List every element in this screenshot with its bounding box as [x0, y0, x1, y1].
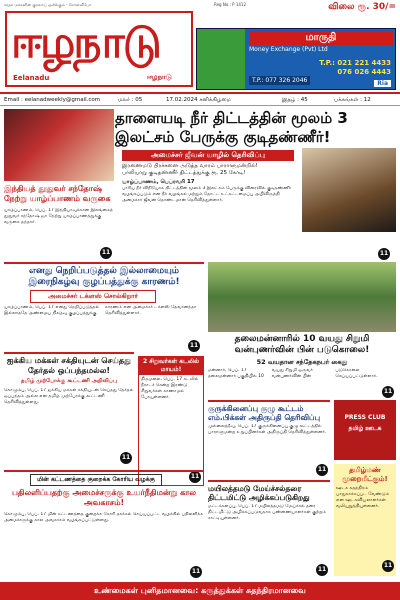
ad-subtitle: Money Exchange (Pvt) Ltd	[249, 46, 328, 53]
story3-headline: தலைமன்னாரில் 10 வயது சிறுமி வன்புணர்வின் பின் படுகொலை!	[234, 334, 370, 355]
ad-phone-2: 076 026 4443	[337, 68, 391, 76]
volume: மலர் : 05	[118, 97, 143, 103]
ad-brand: Ria	[374, 80, 391, 87]
story8-headline: பதிலளிப்பதற்கு அமைச்சருக்கு உயர்நீதிமன்று கால அவகாசம்!	[11, 488, 197, 507]
left-story-photo	[4, 109, 114, 181]
story4-headline: ஐக்கிய மக்கள் சக்தியுடன் செய்தது தேர்தல் ஒப்பந்தமல்ல!	[7, 356, 131, 375]
info-bar	[0, 92, 400, 106]
story2-headline: எனது நெறிப்படுத்தல் இல்லாமையும் இரைநிகழ்வு குழப்பத்துக்கு காரணம்!	[28, 266, 180, 287]
tagline: சமூக மக்களின் குரலாய் ஒலிக்கும் - சோளவீபோ	[4, 2, 92, 7]
story2-body: யாழ்ப்பாணம், பெப். 17 எனது நெறிப்படுத்தல் இல்லாததே அண்மைய நிகழ்வு குழப்பத்துக்கு காரணம் என அமைச்சர் டக்ளஸ் தேவானந்தா தெரிவித்துள்ளார்.	[4, 305, 197, 316]
lead-dateline: யாழ்ப்பாணம், பெப்ரவரி 17	[122, 179, 195, 185]
issue-date: 17.02.2024 சனிக்கிழமை	[166, 97, 231, 103]
story8-body: கொழும்பு, பெப். 17 மின் கட்டணத்தை குறைக்க கோரி தாக்கல் செய்யப்பட்ட வழக்கில் பதிலளிக்க அமைச்சருக்கு கால அவகாசம் வழங்கப்பட்டுள்ளது.	[4, 512, 204, 523]
page-count: பக்கங்கள் : 12	[334, 97, 371, 103]
advertisement	[196, 28, 396, 90]
story7-headline: மயிலத்தமடு மேய்ச்சல்தரை திட்டமிட்டு அழிக்கப்படுகிறது	[208, 484, 310, 502]
story3-subheadline: 52 வயதான சந்தேகநபர் கைது	[256, 358, 348, 366]
ad-phone	[319, 59, 391, 77]
divider	[208, 400, 330, 402]
story7-body: மட்டக்களப்பு, பெப். 17 மயிலத்தமடு மேய்ச்சல் தரை திட்டமிட்டு அழிக்கப்படுவதாக பண்ணையாளர்கள் குற்றம் சாட்டியுள்ளனர்.	[208, 504, 326, 521]
story7-page: 11	[316, 564, 328, 576]
lead-bullet-1: இரணைமடு பிரச்சனை அடுத்த வாரம் பாராளுமன்றில்!	[122, 163, 258, 169]
sidebar-body: ஊடக சுதந்திரம் பாதுகாக்கப்பட வேண்டும் என ஊடகவியலாளர்கள் வலியுறுத்தியுள்ளனர்.	[336, 486, 390, 509]
divider	[4, 262, 204, 264]
sidebar-story	[334, 464, 396, 576]
logo-sub-ta: ஈழநாடு	[147, 73, 172, 81]
story5-label: 2 சிறுவர்கள் கடலில் மாயம்!	[139, 357, 203, 375]
story8-page: 11	[190, 566, 202, 578]
left-story-page: 11	[100, 247, 112, 259]
logo-text: ஈழநாடு	[11, 17, 160, 68]
lead-body: பாரிய நீர் விநியோக திட்டத்தின் மூலம் 3 இலட்சம் பேருக்கு விரைவில் குடிதண்ணீர் வழங்கப்படும் என நீர் வழங்கல் மற்றும் தோட்ட உட்கட்டமைப்பு அபிவிருத்தி அமைச்சர் ஜீவன் தொண்டமான் தெரிவித்துள்ளார்.	[122, 186, 292, 203]
story6-headline: குருக்கினைப்பு குழு கூட்டம் எம்.பிக்கள் அதிருப்தி தெரிவிப்பு	[208, 404, 321, 422]
story6-page: 11	[316, 464, 328, 476]
ad-footer: T.P.: 077 326 2046	[249, 76, 310, 85]
story2-page: 11	[188, 340, 200, 352]
issue-number: இதழ் : 45	[282, 97, 308, 103]
divider	[208, 480, 330, 482]
price: விலை ரூ. 30/=	[328, 2, 396, 12]
story6-body: முல்லைத்தீவு, பெப். 17 குருக்கினைப்பு குழு கூட்டத்தில் பாராளுமன்ற உறுப்பினர்கள் அதிருப்தி தெரிவித்துள்ளனர்.	[208, 424, 327, 435]
divider	[4, 352, 134, 354]
lead-page: 11	[378, 248, 390, 260]
sidebar-ad	[334, 400, 396, 460]
email: Email : eelanadweekly@gmail.com	[4, 97, 101, 103]
story5-body: திருமலை, பெப். 17 கடலில் நீராடச் சென்ற இரண்டு சிறுவர்கள் காணாமல் போயுள்ளனர்.	[141, 377, 199, 400]
story5-page: 11	[189, 471, 201, 483]
story5-box	[138, 356, 204, 486]
story3-page: 11	[382, 386, 394, 398]
lead-photo	[302, 148, 396, 232]
ad-phone-1: T.P.: 021 221 4433	[319, 59, 391, 67]
lead-bullet-2: பாலியாறு குடிதண்ணீர் திட்டத்துக்கு ரூ. 25 கோடி!	[122, 170, 246, 176]
sidebar-ad-title2: தமிழ் ஊடக	[348, 425, 382, 432]
lead-headline: தாளையடி நீர் திட்டத்தின் மூலம் 3 இலட்சம் பேருக்கு குடிதண்ணீர்!	[115, 109, 348, 146]
reg-number: Reg No.: P 1412	[214, 2, 246, 7]
story4-body: கொழும்பு, பெப். 17 ஐக்கிய மக்கள் சக்தியுடன் செய்தது தேர்தல் ஒப்பந்தம் அல்ல என தமிழ் முற்போக்கு கூட்டணி தெரிவித்துள்ளது.	[4, 388, 134, 405]
logo-sub-en: Eelanadu	[13, 74, 50, 82]
sidebar-headline: தமிழ்மண் முறைமீட்கும்!	[342, 466, 388, 483]
ad-title: மாருதி	[249, 31, 393, 45]
lead-subheadline: அமைச்சர் ஜீவன் யாழில் தெரிவிப்பு	[122, 150, 294, 161]
story4-subheadline: தமிழ் முற்போக்கு கூட்டணி அறிவிப்பு	[20, 378, 117, 384]
left-story-body: யாழ்ப்பாணம், பெப். 17 இந்தியாவுக்கான இலங்கைத் தூதுவர் சந்தோஷ் ஜா நேற்று யாழ்ப்பாணத்துக்கு வருகை தந்தார்.	[4, 208, 113, 225]
story3-body: மன்னார், பெப். 17 தலைமன்னார் பகுதியில் 10 வயது சிறுமி ஒருவர் வன்புணர்வின் பின் படுகொலை செய்யப்பட்டுள்ளார்.	[208, 368, 378, 379]
logo	[5, 11, 193, 87]
lead-bullets	[122, 163, 300, 186]
sidebar-ad-title: PRESS CLUB	[344, 414, 386, 421]
divider	[4, 470, 204, 472]
story2-subheadline: அமைச்சர் டக்ளஸ் சொல்கிறார்	[30, 290, 156, 303]
footer-banner: உண்மைகள் புனிதமானவை: கருத்துக்கள் சுதந்திரமானவை	[0, 582, 400, 600]
story8-label: மின் கட்டணத்தை குறைக்க கோரிய வழக்கு	[30, 474, 162, 486]
sidebar-page: 11	[382, 560, 394, 572]
left-story-headline: இந்தியத் தூதுவர் சந்தோஷ் நேற்று யாழ்ப்பாணம் வருகை	[4, 184, 111, 203]
ad-image	[197, 29, 245, 89]
story3-photo	[208, 262, 396, 332]
story4-page: 11	[120, 452, 132, 464]
